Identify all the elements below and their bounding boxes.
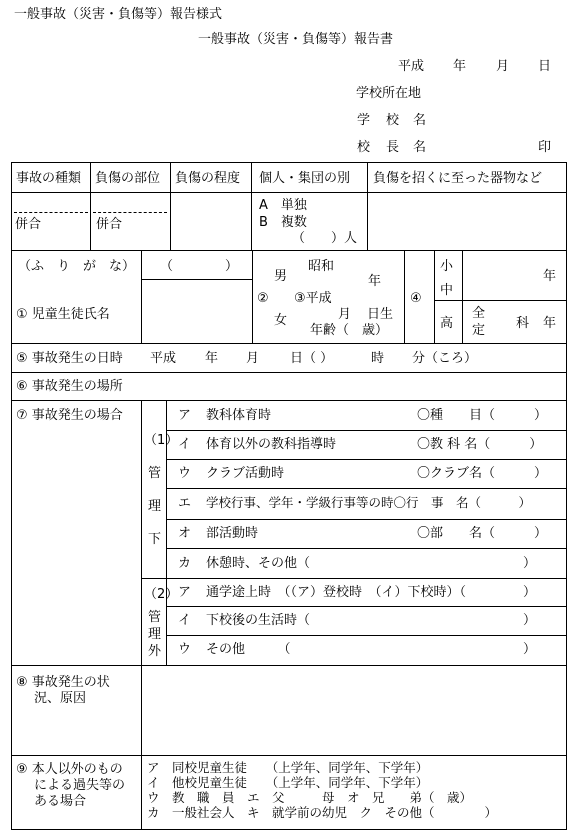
sex-circle-number: ② bbox=[257, 291, 269, 306]
individual-option-b: B 複数 bbox=[259, 215, 307, 230]
individual-option-a: A 単独 bbox=[259, 198, 307, 213]
rule bbox=[251, 162, 252, 250]
date-month: 月 bbox=[496, 59, 510, 74]
era-showa: 昭和 bbox=[308, 259, 335, 274]
supervised-char: 下 bbox=[148, 532, 162, 547]
others-label-line2: による過失等の bbox=[34, 778, 126, 793]
date-year: 年 bbox=[453, 59, 467, 74]
report-title: 一般事故（災害・負傷等）報告書 bbox=[198, 32, 394, 47]
item-kana: ア bbox=[178, 585, 192, 600]
individual-count: （ ）人 bbox=[292, 231, 358, 246]
furigana-paren: （ ） bbox=[160, 259, 239, 274]
rule bbox=[166, 606, 567, 607]
place-label: ⑥ 事故発生の場所 bbox=[16, 379, 123, 394]
rule bbox=[141, 400, 142, 830]
rule bbox=[434, 300, 567, 301]
datetime-minute: 分（ころ） bbox=[412, 351, 478, 366]
accident-type-combined: 併合 bbox=[15, 217, 42, 232]
era-heisei: ③平成 bbox=[294, 291, 332, 306]
student-name-label: ① 児童生徒氏名 bbox=[16, 307, 110, 322]
item-text: 教科体育時 bbox=[206, 408, 272, 423]
rule bbox=[166, 430, 567, 431]
rule bbox=[166, 519, 567, 520]
unsupervised-group-number: （2） bbox=[144, 587, 179, 602]
rule bbox=[141, 250, 142, 343]
item-field: 〇種 目（ ） bbox=[417, 408, 548, 423]
item-text: 下校後の生活時（ bbox=[206, 613, 311, 628]
item-kana: イ bbox=[178, 613, 192, 628]
header-accident-type: 事故の種類 bbox=[16, 171, 82, 186]
rule bbox=[141, 578, 567, 579]
age-label: 年齢（ 歳） bbox=[310, 323, 389, 338]
others-line: ウ 教 職 員 エ 父 母 オ 兄 弟（ 歳） bbox=[147, 790, 473, 805]
seal-mark: 印 bbox=[538, 140, 552, 155]
rule bbox=[11, 755, 567, 756]
item-field: 〇クラブ名（ ） bbox=[417, 466, 548, 481]
item-kana: エ bbox=[178, 496, 192, 511]
school-label-char: 名 bbox=[413, 113, 427, 128]
situation-label: ⑦ 事故発生の場合 bbox=[16, 408, 123, 423]
birth-day-label: 日生 bbox=[367, 307, 394, 322]
item-field: 〇教 科 名（ ） bbox=[417, 437, 543, 452]
others-line: カ 一般社会人 キ 就学前の幼児 ク その他（ ） bbox=[147, 805, 498, 820]
datetime-day: 日（ ） bbox=[290, 351, 334, 366]
item-kana: オ bbox=[178, 526, 192, 541]
item-field: 〇部 名（ ） bbox=[417, 526, 548, 541]
rule bbox=[404, 250, 405, 343]
school-type-elementary: 小 bbox=[440, 259, 454, 274]
datetime-month: 月 bbox=[246, 351, 260, 366]
furigana-label: （ふ り が な） bbox=[18, 259, 136, 274]
header-individual-group: 個人・集団の別 bbox=[259, 171, 351, 186]
grade-year-label: 年 bbox=[543, 269, 557, 284]
dashed-rule bbox=[14, 212, 88, 213]
date-day: 日 bbox=[538, 59, 552, 74]
others-label-line3: ある場合 bbox=[34, 794, 87, 809]
datetime-year: 年 bbox=[205, 351, 219, 366]
unsupervised-char: 外 bbox=[148, 644, 162, 659]
header-injury-part: 負傷の部位 bbox=[95, 171, 161, 186]
principal-label-char: 校 bbox=[357, 140, 371, 155]
header-injury-degree: 負傷の程度 bbox=[175, 171, 241, 186]
rule bbox=[434, 250, 435, 343]
school-address-label: 学校所在地 bbox=[356, 86, 422, 101]
unsupervised-char: 管 bbox=[148, 610, 162, 625]
item-text: 学校行事、学年・学級行事等の時〇行 事 名（ ） bbox=[206, 495, 532, 510]
unsupervised-char: 理 bbox=[148, 627, 162, 642]
item-text: 休憩時、その他（ bbox=[206, 556, 311, 571]
item-field: ） bbox=[523, 613, 537, 628]
fulltime-label: 全 bbox=[472, 306, 486, 321]
school-type-high: 高 bbox=[440, 316, 454, 331]
others-label-line1: ⑨ 本人以外のもの bbox=[16, 762, 123, 777]
item-kana: イ bbox=[178, 437, 192, 452]
item-text: 部活動時 bbox=[206, 526, 259, 541]
principal-label-char: 名 bbox=[413, 140, 427, 155]
rule bbox=[90, 162, 91, 250]
item-kana: ウ bbox=[178, 642, 192, 657]
rule bbox=[11, 250, 567, 251]
rule bbox=[166, 548, 567, 549]
item-kana: ウ bbox=[178, 466, 192, 481]
rule bbox=[11, 665, 567, 666]
school-type-junior: 中 bbox=[440, 283, 454, 298]
item-field: ） bbox=[523, 585, 537, 600]
rule bbox=[166, 459, 567, 460]
item-text: クラブ活動時 bbox=[206, 466, 285, 481]
department-label: 科 bbox=[516, 316, 530, 331]
item-kana: ア bbox=[178, 408, 192, 423]
form-name: 一般事故（災害・負傷等）報告様式 bbox=[14, 7, 223, 22]
others-line: イ 他校児童生徒 （上学年、同学年、下学年） bbox=[147, 775, 429, 790]
cause-label-line2: 況、原因 bbox=[34, 691, 87, 706]
datetime-hour: 時 bbox=[371, 351, 385, 366]
injury-part-combined: 併合 bbox=[96, 217, 123, 232]
school-label-char: 校 bbox=[386, 113, 400, 128]
header-causing-object: 負傷を招くに至った器物など bbox=[373, 171, 543, 186]
cause-label-line1: ⑧ 事故発生の状 bbox=[16, 675, 110, 690]
rule bbox=[11, 372, 567, 373]
rule bbox=[462, 250, 463, 343]
item-field: ） bbox=[523, 642, 537, 657]
school-label-char: 学 bbox=[357, 113, 371, 128]
supervised-char: 管 bbox=[148, 466, 162, 481]
principal-label-char: 長 bbox=[386, 140, 400, 155]
sex-male: 男 bbox=[274, 269, 288, 284]
rule bbox=[166, 488, 567, 489]
dashed-rule bbox=[93, 212, 167, 213]
birth-year-label: 年 bbox=[368, 274, 382, 289]
item-text: 通学途上時 （（ア）登校時 （イ）下校時）（ bbox=[206, 585, 467, 600]
school-type-circle-number: ④ bbox=[410, 291, 422, 306]
rule bbox=[11, 192, 567, 193]
datetime-label: ⑤ 事故発生の日時 bbox=[16, 351, 123, 366]
supervised-char: 理 bbox=[148, 499, 162, 514]
department-year-label: 年 bbox=[543, 316, 557, 331]
rule bbox=[11, 343, 567, 344]
rule bbox=[170, 162, 171, 250]
parttime-label: 定 bbox=[472, 323, 486, 338]
supervised-group-number: （1） bbox=[144, 433, 179, 448]
item-kana: カ bbox=[178, 556, 192, 571]
item-text: 体育以外の教科指導時 bbox=[206, 437, 337, 452]
item-text: その他 （ bbox=[206, 642, 291, 657]
datetime-era: 平成 bbox=[150, 351, 177, 366]
others-line: ア 同校児童生徒 （上学年、同学年、下学年） bbox=[147, 760, 429, 775]
item-field: ） bbox=[523, 556, 537, 571]
rule bbox=[252, 250, 253, 343]
birth-month-label: 月 bbox=[338, 307, 352, 322]
rule bbox=[166, 635, 567, 636]
rule bbox=[141, 279, 252, 280]
rule bbox=[11, 400, 567, 401]
date-era: 平成 bbox=[398, 59, 425, 74]
sex-female: 女 bbox=[274, 313, 288, 328]
rule bbox=[367, 162, 368, 250]
